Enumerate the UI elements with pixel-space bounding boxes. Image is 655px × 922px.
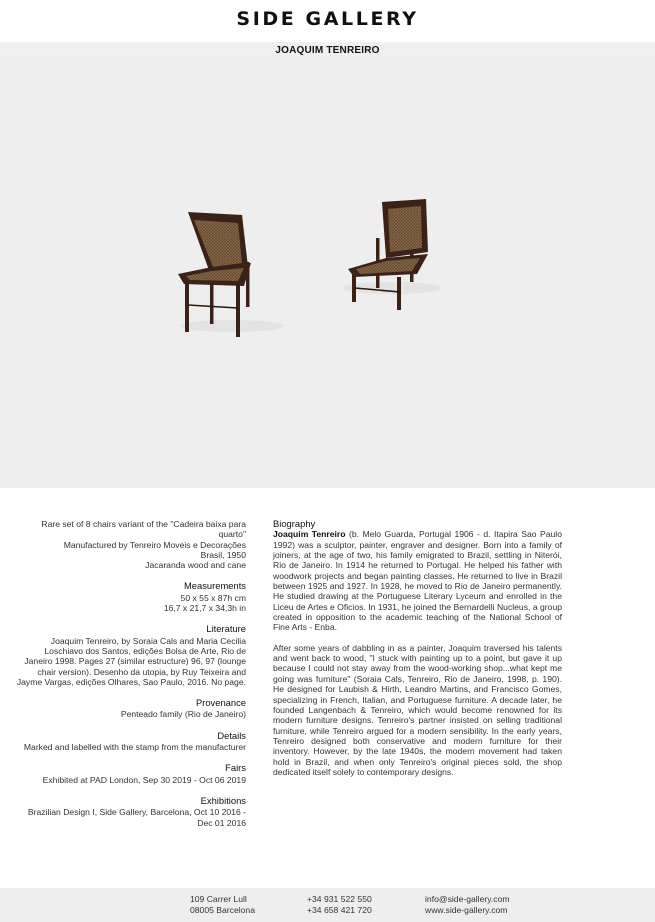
biography-section [273,519,562,787]
footer-phones [307,894,372,916]
footer-address [190,894,255,916]
product-summary [14,519,246,570]
phone-2[interactable]: +34 658 421 720 [307,905,372,915]
details-text: Marked and labelled with the stamp from the manufacturer [23,742,246,753]
chair-pair-image [0,62,655,488]
manufacturer: Manufactured by Tenreiro Moveis e Decorações [63,539,246,550]
biography-name: Joaquim Tenreiro [273,529,346,540]
website-link[interactable]: www.side-gallery.com [425,905,508,915]
artist-name: JOAQUIM TENREIRO [275,45,380,56]
measurements-cm: 50 x 55 x 87h cm [180,592,246,603]
material: Jacaranda wood and cane [145,560,246,571]
footer-contact [425,894,510,916]
details-heading: Details [217,729,246,741]
fairs-text: Exhibited at PAD London, Sep 30 2019 - Oct 06 2019 [42,774,246,785]
provenance-section [14,698,246,720]
biography-paragraph-2: After some years of dabbling in as a painter, Joaquim traversed his talents and went back to wood, "I stuck with painting up to a point, but gave it up because I could not stay away from the wood-working shop...what kept me going was furniture" (Soraia Cals, Tenreiro, Rio de Janeiro, 1998, p. 190). He designed for Laubish & Hirth, Leandro Martins, and Francisco Gomes, specializing in French, Italian, and Portuguese furniture. A decade later, he founded Langenbach & Tenreiro, which would become renowned for its modern furniture designs. Tenreiro's partner insisted on selling traditional furniture, while Tenreiro argued for a modern sensibility. In the early years, Tenreiro designed both conservative and modern furniture for their inventory. However, by the late 1940s, the modern movement had taken hold in Brazil, and when only Tenreiro's original pieces sold, the shop dedicated itself solely to contemporary designs. [273,642,562,777]
exhibitions-text: Brazilian Design I, Side Gallery, Barcelona, Oct 10 2016 - Dec 01 2016 [27,807,246,828]
fairs-section [14,763,246,785]
header [0,0,655,42]
literature-text: Joaquim Tenreiro, by Soraia Cals and Maria Cecilia Loschiavo dos Santos, edições Bolsa de Arte, Rio de Janeiro 1998. Pages 27 (similar estructure) 96, 97 (lounge chair version). Desenho da utopia, by Ruy Teixeira and Jayme Vargas, edições Olhares, Sao Paulo, 2016. No page. [16,635,246,687]
measurements-heading: Measurements [183,580,246,592]
brand-logo: SIDE GALLERY [236,8,419,30]
email-link[interactable]: info@side-gallery.com [425,894,510,904]
exhibitions-section [14,796,246,828]
product-title: Rare set of 8 chairs variant of the "Cadeira baixa para quarto" [41,519,246,540]
literature-heading: Literature [206,623,246,635]
provenance-text: Penteado family (Rio de Janeiro) [120,709,246,720]
left-chair [178,212,251,337]
biography-text-1: (b. Melo Guarda, Portugal 1906 - d. Itapira Sao Paulo 1992) was a sculptor, painter, engraver and designer. Born into a family of joiners, at the age of two, his family emigrated to Brazil, settling in Niterói, Rio de Janeiro. In 1914 he returned to Portugal. He helped his father with woodwork projects and began painting classes. He returned to live in Brazil between 1925 and 1927. In 1928, he moved to Rio de Janeiro permanently. He studied drawing at the Portuguese Literary Lyceum and enrolled in the Liceu de Artes e Oficios. In 1931, he joined the Bernardelli Nucleus, a group created in opposition to the academic teaching of the National School of Fine Arts - Enba. [273,529,562,633]
product-details [14,519,246,839]
phone-1[interactable]: +34 931 522 550 [307,894,372,904]
biography-paragraph-1 [273,529,562,632]
provenance-heading: Provenance [195,697,246,709]
address-line-2: 08005 Barcelona [190,905,255,915]
fairs-heading: Fairs [225,762,246,774]
details-section [14,731,246,753]
measurements-in: 16,7 x 21,7 x 34,3h in [163,603,246,614]
measurements-section [14,581,246,613]
literature-section [14,624,246,687]
address-line-1: 109 Carrer Lull [190,894,247,904]
biography-heading: Biography [273,518,316,529]
exhibitions-heading: Exhibitions [200,794,246,806]
product-photo [0,62,655,488]
footer [0,888,655,922]
origin: Brasil, 1950 [200,549,246,560]
